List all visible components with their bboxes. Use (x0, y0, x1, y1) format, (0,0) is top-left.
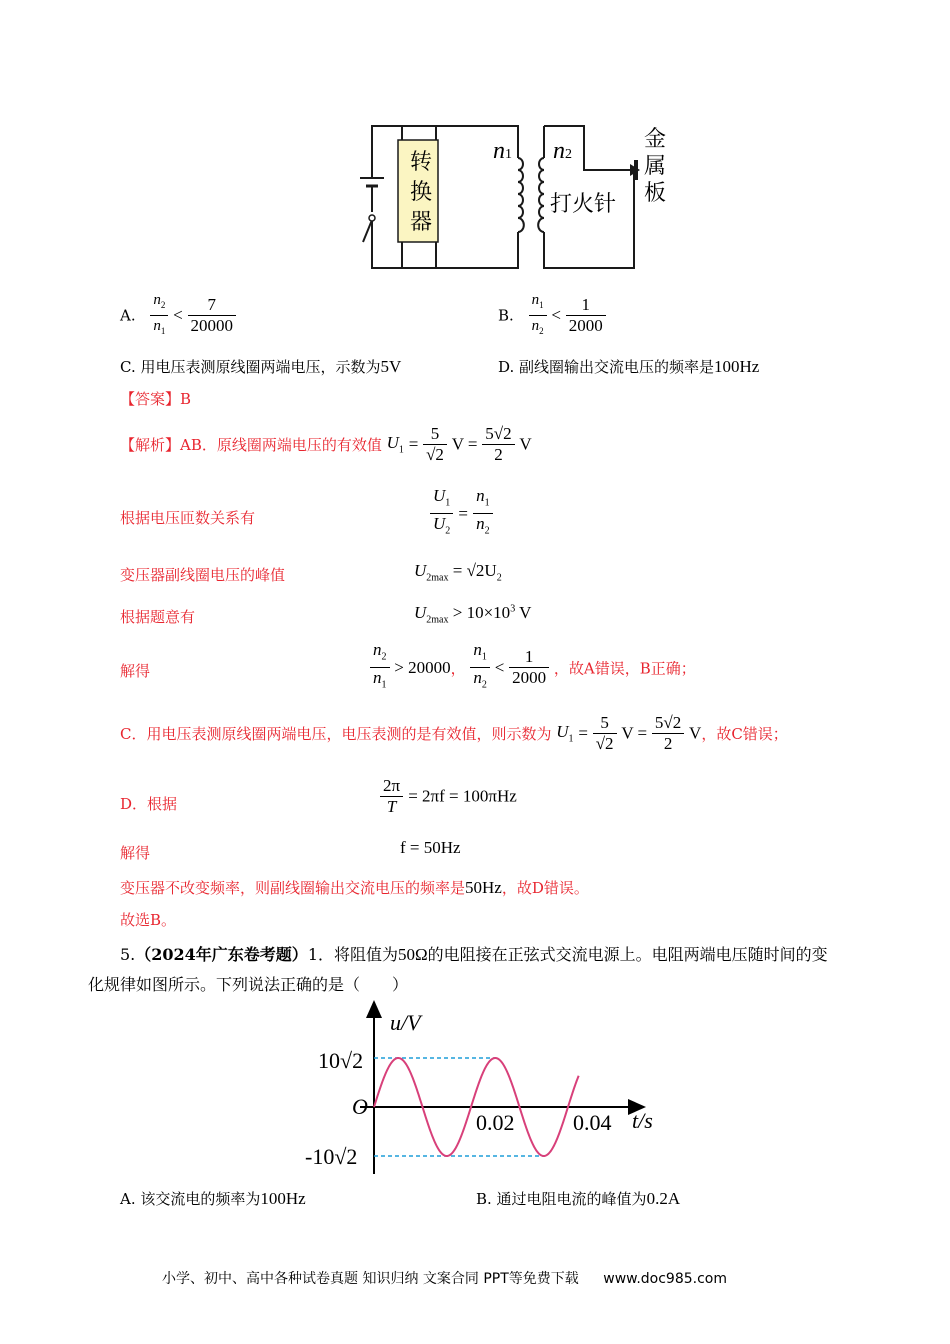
analysis-line-4-formula: $U_{2max} > 10\times 10^3$ V (414, 603, 532, 626)
switch-contact-icon (369, 215, 375, 221)
n2-symbol: n (553, 138, 565, 164)
option-value: 100Hz (714, 357, 760, 376)
q5-option-b[interactable]: B. 通过电阻电流的峰值为0.2A (476, 1189, 681, 1208)
graph-tick-0.04: 0.04 (573, 1110, 612, 1135)
converter-char: 转 (409, 150, 432, 175)
analysis-line-8-label: 解得 (120, 844, 151, 862)
analysis-line-7-formula: $\frac{2\pi}{T}$ = 2πf = 100πHz (380, 776, 517, 817)
converter-char: 器 (409, 210, 432, 235)
secondary-coil-icon (538, 126, 544, 232)
graph-ylabel: u/V (390, 1010, 421, 1035)
fraction: $\frac{n_1}{n_2}$ (529, 290, 547, 341)
graph-xlabel: t/s (632, 1108, 653, 1133)
n2-label (553, 138, 572, 165)
relation: < (173, 305, 183, 325)
q5-stem-line-2: 化规律如图所示。下列说法正确的是（ ） (88, 975, 409, 994)
q5-stem-line-1: 5.（2024年广东卷考题）1．将阻值为50Ω的电阻接在正弦式交流电源上。电阻两端电压随时间的变 (120, 945, 828, 964)
metal-plate-label (644, 126, 666, 207)
graph-ymin-label: -10√2 (305, 1144, 358, 1169)
analysis-line-7-label: D．根据 (120, 795, 178, 813)
footer-text: 小学、初中、高中各种试卷真题 知识归纳 文案合同 PPT等免费下载 (162, 1271, 579, 1287)
analysis-line-9: 变压器不改变频率，则副线圈输出交流电压的频率是50Hz，故D错误。 (120, 878, 589, 897)
graph-origin-label: O (352, 1094, 368, 1119)
q4-option-a[interactable] (120, 290, 236, 341)
option-label: B. (498, 306, 514, 325)
option-value: 5V (380, 357, 402, 376)
analysis-line-3-label: 变压器副线圈电压的峰值 (120, 566, 286, 584)
relation: < (551, 305, 561, 325)
analysis-line-5-label: 解得 (120, 662, 151, 680)
plate-char: 属 (644, 154, 667, 179)
analysis-line-1: 【解析】AB．原线圈两端电压的有效值 $U_1$ = $\frac{5}{√2}$ V = $\frac{5√2}{2}$ V (120, 424, 532, 464)
option-text: D. 副线圈输出交流电压的频率是 (498, 358, 715, 376)
igniter-label: 打火针 (550, 192, 617, 217)
converter-char: 换 (409, 180, 432, 205)
option-text: C. 用电压表测原线圈两端电压，示数为 (120, 358, 381, 376)
analysis-line-6: C．用电压表测原线圈两端电压，电压表测的是有效值，则示数为 $U_1$ = $\frac{5}{√2}$ V = $\frac{5√2}{2}$ V，故C错误； (120, 713, 788, 753)
analysis-line-3-formula: $U_{2max} = √2U_2$ (414, 561, 502, 584)
footer (162, 1268, 727, 1288)
fraction: $\frac{1}{2000}$ (566, 295, 606, 336)
analysis-line-10: 故选B。 (120, 911, 177, 929)
converter-label (402, 148, 440, 238)
n1-symbol: n (493, 138, 505, 164)
analysis-line-4-label: 根据题意有 (120, 608, 196, 626)
n1-label (493, 138, 512, 165)
n1-sub: 1 (505, 147, 512, 162)
plate-char: 金 (644, 127, 667, 152)
q4-option-d[interactable] (498, 356, 759, 377)
fraction: $\frac{n_2}{n_1}$ (150, 290, 168, 341)
n2-sub: 2 (565, 147, 572, 162)
plate-char: 板 (644, 181, 667, 206)
q4-option-b[interactable] (498, 290, 606, 341)
fraction: $\frac{7}{20000}$ (188, 295, 237, 336)
option-label: A. (120, 306, 136, 325)
primary-coil-icon (518, 158, 524, 232)
q4-option-c[interactable] (120, 356, 401, 377)
graph-ymax-label: 10√2 (318, 1048, 364, 1073)
analysis-line-2-formula: $\frac{U_1}{U_2}$ = $\frac{n_1}{n_2}$ (430, 486, 493, 542)
q5-option-a[interactable]: A. 该交流电的频率为100Hz (120, 1189, 306, 1208)
analysis-line-8-formula: f = 50Hz (400, 838, 461, 857)
footer-url[interactable]: www.doc985.com (603, 1271, 727, 1287)
graph-tick-0.02: 0.02 (476, 1110, 515, 1135)
analysis-line-2-label: 根据电压匝数关系有 (120, 509, 256, 527)
analysis-line-5-formula: $\frac{n_2}{n_1}$ > 20000， $\frac{n_1}{n_2}$ < $\frac{1}{2000}$ ，故A错误，B正确； (370, 640, 696, 696)
answer-line: 【答案】B (120, 390, 192, 408)
